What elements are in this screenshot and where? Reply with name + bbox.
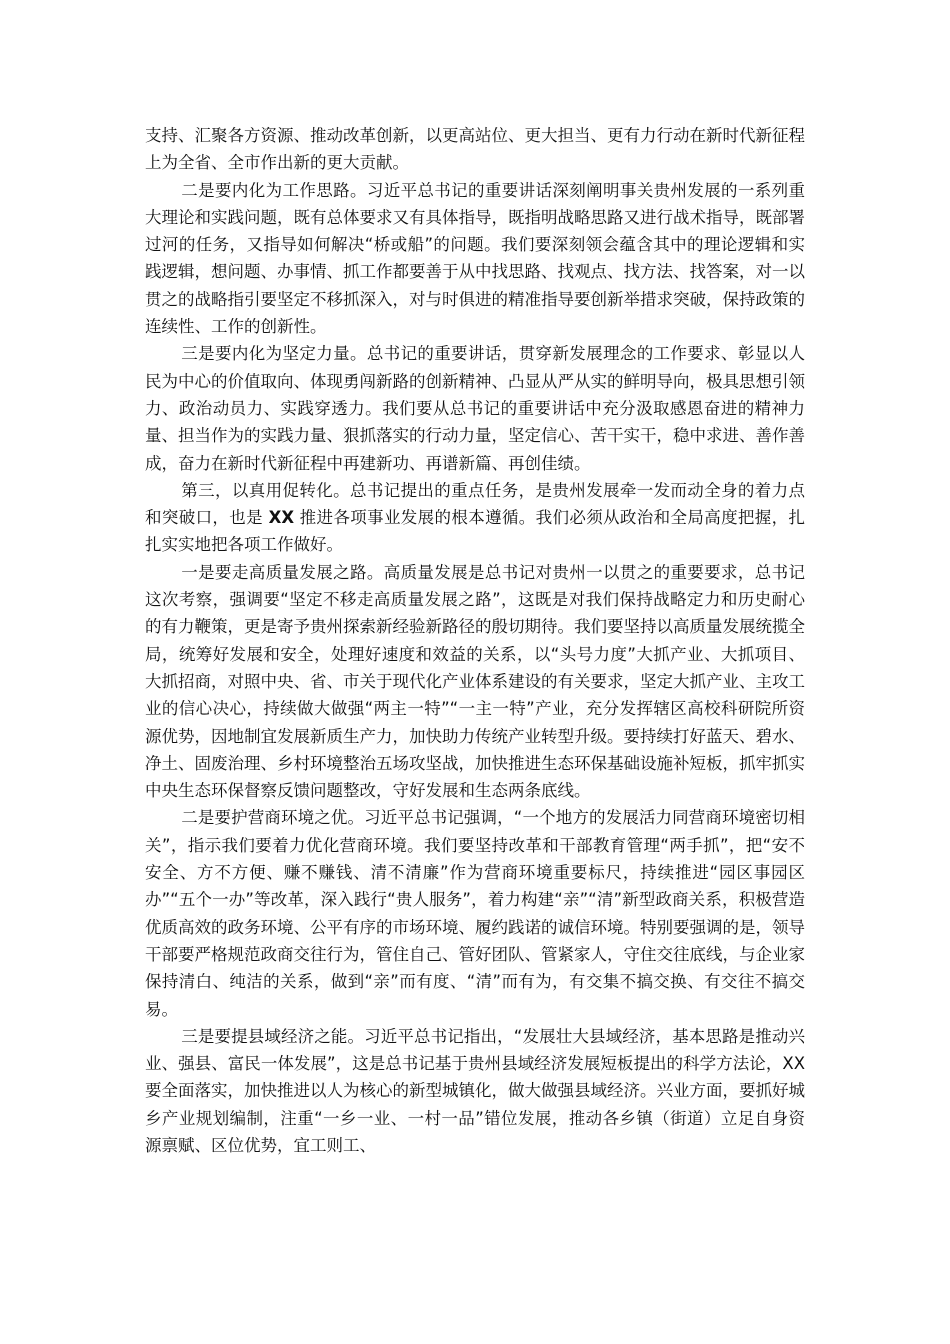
paragraph-3: 三是要内化为坚定力量。总书记的重要讲话，贯穿新发展理念的工作要求、彰显以人民为中心的价值取向、体现勇闯新路的创新精神、凸显从严从实的鲜明导向，极具思想引领力、政治动员力、实践穿透力。我们要从总书记的重要讲话中充分汲取感恩奋进的精神力量、担当作为的实践力量、狠抓落实的行动力量，坚定信心、苦干实干，稳中求进、善作善成，奋力在新时代新征程中再建新功、再谱新篇、再创佳绩。 — [145, 344, 805, 473]
paragraph-4-bold-xx: XX — [268, 508, 295, 528]
paragraph-5: 一是要走高质量发展之路。高质量发展是总书记对贵州一以贯之的重要要求，总书记这次考察，强调要“坚定不移走高质量发展之路”，这既是对我们保持战略定力和历史耐心的有力鞭策，更是寄予贵州探索新经验新路径的殷切期待。我们要坚持以高质量发展统揽全局，统筹好发展和安全，处理好速度和效益的关系，以“头号力度”大抓产业、大抓项目、大抓招商，对照中央、省、市关于现代化产业体系建设的有关要求，坚定大抓产业、主攻工业的信心决心，持续做大做强“两主一特”“一主一特”产业，充分发挥辖区高校科研院所资源优势，因地制宜发展新质生产力，加快助力传统产业转型升级。要持续打好蓝天、碧水、净土、固废治理、乡村环境整治五场攻坚战，加快推进生态环保基础设施补短板，抓牢抓实中央生态环保督察反馈问题整改，守好发展和生态两条底线。 — [145, 562, 805, 801]
paragraph-4-end: 推进各项事业发展的根本遵循。我们必须从政治和全局高度把握，扎扎实实地把各项工作做好。 — [145, 508, 806, 555]
paragraph-4 — [145, 477, 805, 559]
paragraph-4-start: 第三，以真用促转化。总书记提出的重点任务，是贵州发展牵一发而动全身的着力点和突破口，也是 — [145, 480, 805, 528]
paragraph-7: 三是要提县域经济之能。习近平总书记指出，“发展壮大县域经济，基本思路是推动兴业、强县、富民一体发展”，这是总书记基于贵州县域经济发展短板提出的科学方法论，XX 要全面落实，加快推进以人为核心的新型城镇化，做大做强县域经济。兴业方面，要抓好城乡产业规划编制，注重“一乡一业、一村一品”错位发展，推动各乡镇（街道）立足自身资源禀赋、区位优势，宜工则工、 — [145, 1026, 805, 1155]
paragraph-1: 支持、汇聚各方资源、推动改革创新，以更高站位、更大担当、更有力行动在新时代新征程上为全省、全市作出新的更大贡献。 — [145, 126, 805, 173]
paragraph-2: 二是要内化为工作思路。习近平总书记的重要讲话深刻阐明事关贵州发展的一系列重大理论和实践问题，既有总体要求又有具体指导，既指明战略思路又进行战术指导，既部署过河的任务，又指导如何解决“桥或船”的问题。我们要深刻领会蕴含其中的理论逻辑和实践逻辑，想问题、办事情、抓工作都要善于从中找思路、找观点、找方法、找答案，对一以贯之的战略指引要坚定不移抓深入，对与时俱进的精准指导要创新举措求突破，保持政策的连续性、工作的创新性。 — [145, 180, 805, 337]
paragraph-6: 二是要护营商环境之优。习近平总书记强调，“一个地方的发展活力同营商环境密切相关”，指示我们要着力优化营商环境。我们要坚持改革和干部教育管理“两手抓”，把“安不安全、方不方便、赚不赚钱、清不清廉”作为营商环境重要标尺，持续推进“园区事园区办”“五个一办”等改革，深入践行“贵人服务”，着力构建“亲”“清”新型政商关系，积极营造优质高效的政务环境、公平有序的市场环境、履约践诺的诚信环境。特别要强调的是，领导干部要严格规范政商交往行为，管住自己、管好团队、管紧家人，守住交往底线，与企业家保持清白、纯洁的关系，做到“亲”而有度、“清”而有为，有交集不搞交换、有交往不搞交易。 — [145, 808, 805, 1019]
document-body — [145, 122, 805, 1159]
